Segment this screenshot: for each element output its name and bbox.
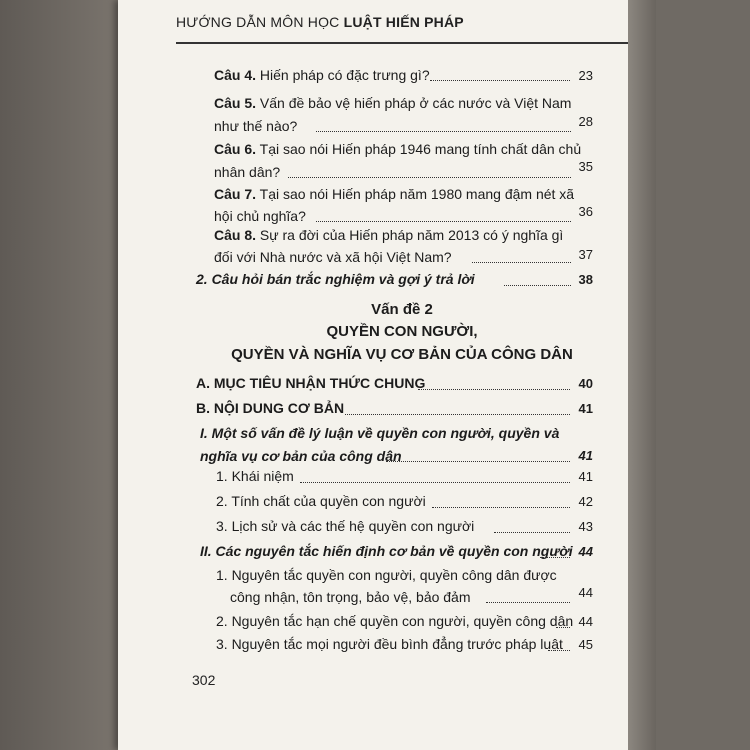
header-prefix: HƯỚNG DẪN MÔN HỌC xyxy=(176,14,340,30)
toc-entry-section-2: 2. Câu hỏi bán trắc nghiệm và gợi ý trả lời xyxy=(196,271,475,287)
dot-leader xyxy=(504,285,571,286)
page-ref: 23 xyxy=(578,68,593,83)
dot-leader xyxy=(316,131,571,132)
page-ref: 41 xyxy=(578,469,593,484)
dot-leader xyxy=(472,262,571,263)
toc-entry-section-i: I. Một số vấn đề lý luận về quyền con người, quyền và xyxy=(200,425,560,441)
dot-leader xyxy=(430,80,570,81)
page-ref: 45 xyxy=(578,637,593,652)
toc-entry-cau-6: Câu 6. Tại sao nói Hiến pháp 1946 mang tính chất dân chủ xyxy=(214,141,582,157)
page-ref: 44 xyxy=(578,544,593,559)
toc-entry-cau-5-cont: như thế nào? xyxy=(214,118,298,134)
dot-leader xyxy=(486,602,570,603)
toc-entry-cau-7: Câu 7. Tại sao nói Hiến pháp năm 1980 mang đậm nét xã xyxy=(214,186,575,202)
dot-leader xyxy=(540,557,570,558)
page-ref: 36 xyxy=(578,204,593,219)
toc-entry-cau-4: Câu 4. Hiến pháp có đặc trưng gì? xyxy=(214,67,430,83)
page-ref: 28 xyxy=(578,114,593,129)
toc-entry-2: 2. Tính chất của quyền con người xyxy=(216,493,426,509)
toc-entry-1: 1. Khái niệm xyxy=(216,468,294,484)
toc-entry-cau-6-cont: nhân dân? xyxy=(214,164,281,180)
dot-leader xyxy=(386,461,570,462)
toc-entry-cau-8: Câu 8. Sự ra đời của Hiến pháp năm 2013 có ý nghĩa gì xyxy=(214,227,564,243)
toc-entry-section-ii: II. Các nguyên tắc hiến định cơ bản về quyền con người xyxy=(200,543,573,559)
page-ref: 35 xyxy=(578,159,593,174)
dot-leader xyxy=(316,221,571,222)
page-ref: 43 xyxy=(578,519,593,534)
dot-leader xyxy=(288,177,571,178)
toc-entry-cau-5: Câu 5. Vấn đề bảo vệ hiến pháp ở các nước và Việt Nam xyxy=(214,95,572,111)
page-number: 302 xyxy=(192,672,216,688)
dot-leader xyxy=(300,482,570,483)
page-ref: 40 xyxy=(578,376,593,391)
toc-entry-3: 3. Lịch sử và các thế hệ quyền con người xyxy=(216,518,475,534)
toc-entry-ii-3: 3. Nguyên tắc mọi người đều bình đẳng trước pháp luật xyxy=(216,636,563,652)
dot-leader xyxy=(494,532,570,533)
page-ref: 37 xyxy=(578,247,593,262)
page-ref: 38 xyxy=(578,272,593,287)
dot-leader xyxy=(548,650,570,651)
toc-entry-cau-8-cont: đối với Nhà nước và xã hội Việt Nam? xyxy=(214,249,452,265)
chapter-label: Vấn đề 2 xyxy=(371,301,433,318)
toc-entry-ii-2: 2. Nguyên tắc hạn chế quyền con người, quyền công dân xyxy=(216,613,574,629)
toc-entry-b: B. NỘI DUNG CƠ BẢN xyxy=(196,400,345,416)
dot-leader xyxy=(432,507,570,508)
toc-entry-a: A. MỤC TIÊU NHẬN THỨC CHUNG xyxy=(196,375,426,391)
page-ref: 42 xyxy=(578,494,593,509)
toc-entry-cau-7-cont: hội chủ nghĩa? xyxy=(214,208,306,224)
header-title: LUẬT HIẾN PHÁP xyxy=(343,14,464,30)
dot-leader xyxy=(556,627,570,628)
chapter-title-line-1: QUYỀN CON NGƯỜI, xyxy=(326,323,478,340)
dot-leader xyxy=(345,414,570,415)
page-ref: 44 xyxy=(578,585,593,600)
page-ref: 44 xyxy=(578,614,593,629)
chapter-title-line-2: QUYỀN VÀ NGHĨA VỤ CƠ BẢN CỦA CÔNG DÂN xyxy=(231,346,573,363)
toc-entry-ii-1-cont: công nhận, tôn trọng, bảo vệ, bảo đảm xyxy=(230,589,471,605)
page-ref: 41 xyxy=(578,401,593,416)
dot-leader xyxy=(418,389,570,390)
toc-entry-section-i-cont: nghĩa vụ cơ bản của công dân xyxy=(200,448,402,464)
page-ref: 41 xyxy=(578,448,593,463)
toc-entry-ii-1: 1. Nguyên tắc quyền con người, quyền công dân được xyxy=(216,567,557,583)
